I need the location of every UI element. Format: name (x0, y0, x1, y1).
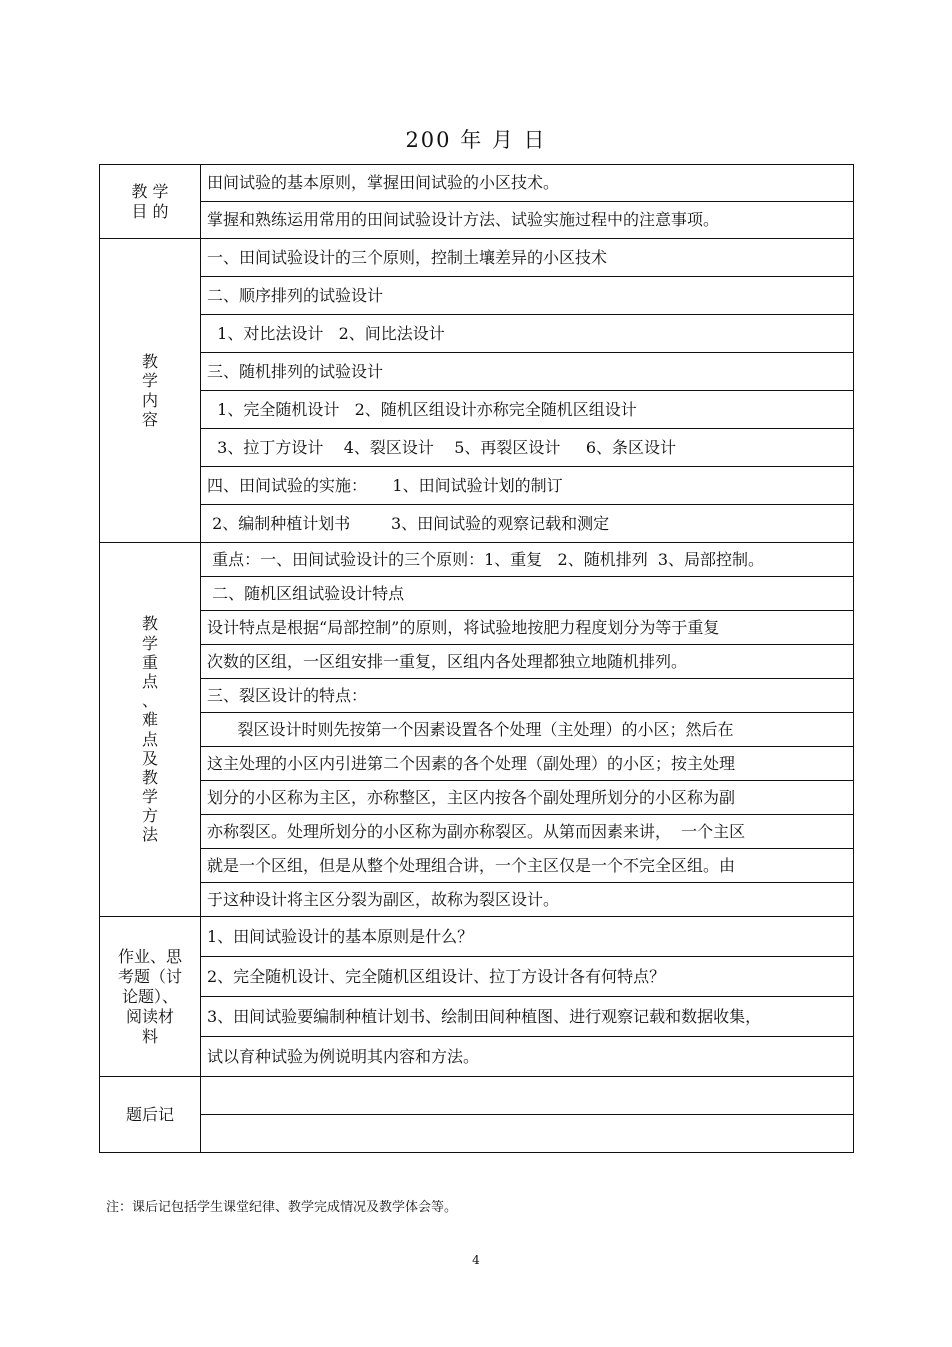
keypoints-row: 就是一个区组，但是从整个处理组合讲，一个主区仅是一个不完全区组。由 (201, 849, 854, 883)
keypoints-row: 三、裂区设计的特点： (201, 679, 854, 713)
keypoints-label-char: 点 (141, 671, 158, 691)
objectives-row: 掌握和熟练运用常用的田间试验设计方法、试验实施过程中的注意事项。 (201, 202, 854, 239)
keypoints-row: 二、随机区组试验设计特点 (201, 577, 854, 611)
homework-label-line: 作业、思 (117, 946, 182, 966)
content-label-char: 教 (141, 352, 158, 372)
keypoints-row: 设计特点是根据“局部控制”的原则，将试验地按肥力程度划分为等于重复 (201, 611, 854, 645)
content-row: 1、对比法设计 2、间比法设计 (201, 315, 854, 353)
homework-row: 3、田间试验要编制种植计划书、绘制田间种植图、进行观察记载和数据收集， (201, 997, 854, 1037)
content-label-char: 学 (141, 371, 158, 391)
keypoints-row: 于这种设计将主区分裂为副区，故称为裂区设计。 (201, 883, 854, 917)
keypoints-label-char: 法 (141, 825, 158, 845)
keypoints-label-char: 教 (141, 767, 158, 787)
keypoints-label-char: 学 (141, 787, 158, 807)
page-number: 4 (472, 1253, 480, 1267)
footnote: 注：课后记包括学生课堂纪律、教学完成情况及教学体会等。 (106, 1200, 458, 1215)
postscript-label: 题后记 (100, 1077, 201, 1153)
keypoints-row: 次数的区组，一区组安排一重复，区组内各处理都独立地随机排列。 (201, 645, 854, 679)
keypoints-row: 裂区设计时则先按第一个因素设置各个处理（主处理）的小区；然后在 (201, 713, 854, 747)
postscript-row[interactable] (201, 1077, 854, 1115)
keypoints-label-char: 、 (141, 691, 158, 711)
homework-label-line: 论题）、 (121, 986, 178, 1006)
keypoints-label (100, 543, 201, 917)
content-label-char: 容 (141, 409, 158, 429)
homework-label (100, 917, 201, 1077)
postscript-row[interactable] (201, 1115, 854, 1153)
keypoints-label-char: 学 (141, 633, 158, 653)
objectives-row: 田间试验的基本原则，掌握田间试验的小区技术。 (201, 165, 854, 202)
objectives-label-line: 教 学 (131, 182, 169, 202)
content-row: 2、编制种植计划书 3、田间试验的观察记载和测定 (201, 505, 854, 543)
keypoints-row: 划分的小区称为主区，亦称整区，主区内按各个副处理所划分的小区称为副 (201, 781, 854, 815)
date-line: 200 年 月 日 (405, 128, 547, 152)
keypoints-row: 重点：一、田间试验设计的三个原则：1、重复 2、随机排列 3、局部控制。 (201, 543, 854, 577)
content-row: 一、田间试验设计的三个原则，控制土壤差异的小区技术 (201, 239, 854, 277)
content-row: 三、随机排列的试验设计 (201, 353, 854, 391)
homework-label-line: 料 (141, 1026, 158, 1046)
content-row: 3、拉丁方设计 4、裂区设计 5、再裂区设计 6、条区设计 (201, 429, 854, 467)
homework-label-line: 阅读材 (125, 1006, 174, 1026)
keypoints-label-char: 重 (141, 652, 158, 672)
homework-row: 2、完全随机设计、完全随机区组设计、拉丁方设计各有何特点？ (201, 957, 854, 997)
homework-row: 试以育种试验为例说明其内容和方法。 (201, 1037, 854, 1077)
keypoints-label-char: 教 (141, 614, 158, 634)
content-row: 1、完全随机设计 2、随机区组设计亦称完全随机区组设计 (201, 391, 854, 429)
lesson-plan-table (99, 164, 854, 1153)
keypoints-row: 这主处理的小区内引进第二个因素的各个处理（副处理）的小区；按主处理 (201, 747, 854, 781)
keypoints-label-char: 难 (141, 710, 158, 730)
content-label-char: 内 (141, 390, 158, 410)
objectives-label (100, 165, 201, 239)
keypoints-label-char: 方 (141, 806, 158, 826)
keypoints-row: 亦称裂区。处理所划分的小区称为副亦称裂区。从第而因素来讲， 一个主区 (201, 815, 854, 849)
content-row: 二、顺序排列的试验设计 (201, 277, 854, 315)
keypoints-label-char: 及 (141, 748, 158, 768)
keypoints-label-char: 点 (141, 729, 158, 749)
homework-row: 1、田间试验设计的基本原则是什么？ (201, 917, 854, 957)
content-row: 四、田间试验的实施： 1、田间试验计划的制订 (201, 467, 854, 505)
objectives-label-line: 目 的 (131, 201, 169, 221)
homework-label-line: 考题（讨 (117, 966, 182, 986)
content-label (100, 239, 201, 543)
